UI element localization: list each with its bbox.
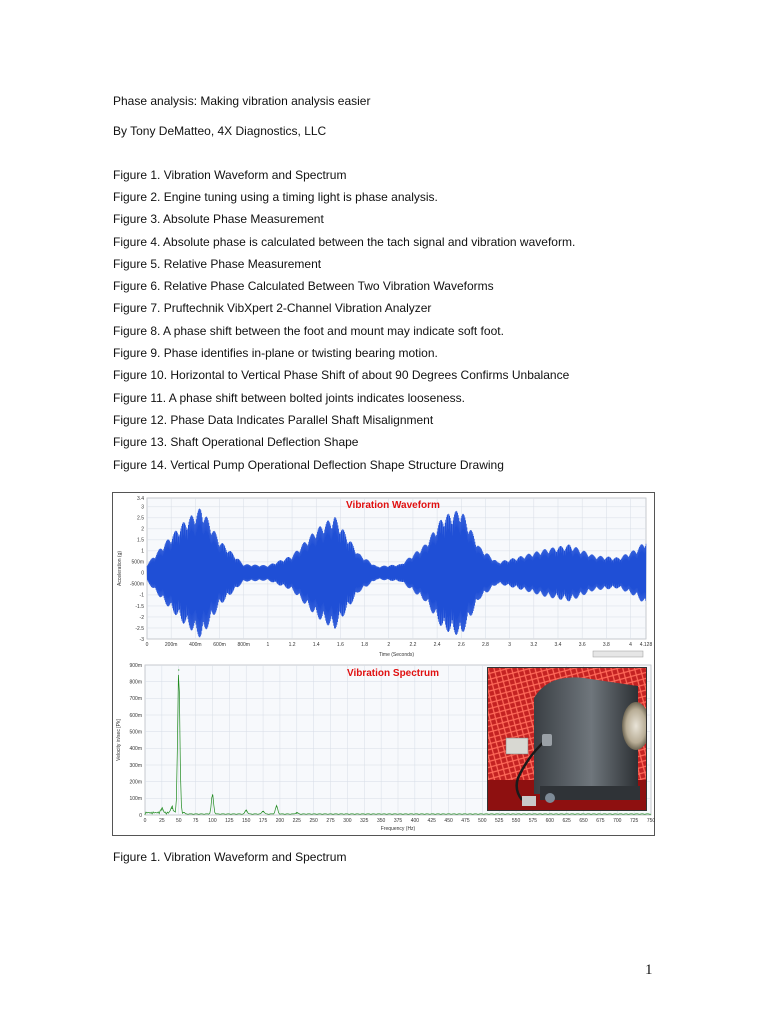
figure-list-item: Figure 5. Relative Phase Measurement (113, 257, 322, 271)
waveform-y-tick-label: -3 (139, 636, 144, 643)
spectrum-x-tick-label: 700 (613, 818, 622, 824)
spectrum-title: Vibration Spectrum (346, 668, 440, 679)
waveform-x-tick-label: 4 (629, 642, 632, 648)
waveform-y-tick-label: -2.5 (135, 625, 144, 632)
waveform-y-tick-label: 3.4 (137, 495, 144, 502)
spectrum-x-tick-label: 525 (495, 818, 504, 824)
waveform-x-tick-label: 1.4 (312, 642, 320, 648)
spectrum-x-tick-label: 725 (629, 818, 639, 824)
waveform-x-tick-label: 1.6 (336, 642, 344, 648)
waveform-x-tick-label: 200m (164, 642, 178, 648)
spectrum-x-tick-label: 200 (275, 818, 285, 824)
spectrum-peak (161, 809, 162, 810)
waveform-title: Vibration Waveform (346, 500, 440, 511)
spectrum-x-tick-label: 750 (646, 818, 656, 824)
waveform-x-tick-label: 3.8 (602, 642, 610, 648)
waveform-y-tick-label: 500m (131, 559, 144, 566)
waveform-y-tick-label: -1.5 (135, 603, 144, 610)
spectrum-x-tick-label: 650 (579, 818, 588, 824)
spectrum-y-tick-label: 800m (129, 679, 142, 686)
figure-list-item: Figure 8. A phase shift between the foot and mount may indicate soft foot. (113, 324, 504, 338)
bearing-housing-image (488, 668, 647, 811)
spectrum-peak (276, 806, 277, 807)
spectrum-x-axis-label: Frequency (Hz) (380, 826, 416, 832)
waveform-x-tick-label: 4.128 (639, 642, 653, 648)
spectrum-peak (246, 810, 247, 811)
document-title: Phase analysis: Making vibration analysis easier (113, 94, 371, 108)
figure-list-item: Figure 2. Engine tuning using a timing light is phase analysis. (113, 190, 438, 204)
spectrum-y-axis-label: Velocity in/sec [Pk] (116, 719, 122, 761)
waveform-x-tick-label: 600m (213, 642, 226, 648)
spectrum-x-tick-label: 0 (143, 818, 147, 824)
spectrum-y-tick-label: 0 (139, 812, 142, 819)
spectrum-x-tick-label: 100 (208, 818, 217, 824)
spectrum-x-tick-label: 250 (309, 818, 318, 824)
spectrum-y-tick-label: 100m (129, 796, 142, 803)
spectrum-x-tick-label: 325 (360, 818, 369, 824)
spectrum-peak (178, 669, 179, 670)
spectrum-y-tick-label: 500m (129, 729, 142, 736)
figure-caption: Figure 1. Vibration Waveform and Spectrum (113, 850, 347, 864)
spectrum-x-tick-label: 350 (376, 818, 386, 824)
waveform-y-tick-label: 0 (141, 570, 144, 577)
spectrum-x-tick-label: 475 (461, 818, 470, 824)
spectrum-peak (212, 794, 213, 795)
figure-list-item: Figure 3. Absolute Phase Measurement (113, 212, 324, 226)
spectrum-x-tick-label: 575 (528, 818, 538, 824)
spectrum-y-tick-label: 900m (129, 662, 142, 669)
figure-list-item: Figure 1. Vibration Waveform and Spectrum (113, 168, 347, 182)
waveform-x-tick-label: 1.8 (361, 642, 369, 648)
waveform-y-tick-label: -1 (139, 592, 144, 599)
spectrum-x-tick-label: 600 (545, 818, 554, 824)
spectrum-x-tick-label: 375 (393, 818, 403, 824)
waveform-x-tick-label: 400m (189, 642, 202, 648)
figure-list-item: Figure 7. Pruftechnik VibXpert 2-Channel Vibration Analyzer (113, 301, 432, 315)
waveform-x-tick-label: 2.8 (481, 642, 489, 648)
figure-list-item: Figure 4. Absolute phase is calculated between the tach signal and vibration waveform. (113, 235, 576, 249)
waveform-x-tick-label: 2 (387, 642, 391, 648)
spectrum-x-tick-label: 50 (175, 818, 182, 824)
spectrum-peak (171, 808, 172, 809)
page-number: 1 (645, 962, 653, 978)
spectrum-x-tick-label: 400 (410, 818, 420, 824)
waveform-y-tick-label: 2 (141, 526, 144, 533)
waveform-x-axis-label: Time (Seconds) (378, 652, 415, 658)
waveform-y-tick-label: 2.5 (137, 515, 144, 522)
waveform-y-axis-label: Acceleration (g) (117, 550, 123, 587)
spectrum-x-tick-label: 275 (326, 818, 335, 824)
spectrum-x-tick-label: 150 (242, 818, 251, 824)
waveform-x-tick-label: 3.6 (578, 642, 586, 648)
spectrum-y-tick-label: 200m (129, 779, 142, 786)
spectrum-x-tick-label: 225 (292, 818, 301, 824)
author-byline: By Tony DeMatteo, 4X Diagnostics, LLC (113, 124, 327, 138)
figure-list-item: Figure 14. Vertical Pump Operational Deflection Shape Structure Drawing (113, 458, 504, 472)
figure-list-item: Figure 11. A phase shift between bolted joints indicates looseness. (113, 391, 466, 405)
waveform-x-tick-label: 3.2 (530, 642, 538, 648)
spectrum-peak (262, 811, 263, 812)
waveform-y-tick-label: 1.5 (137, 537, 144, 544)
spectrum-y-tick-label: 700m (129, 696, 142, 703)
spectrum-x-tick-label: 550 (511, 818, 521, 824)
waveform-x-tick-label: 2.2 (409, 642, 417, 648)
waveform-x-tick-label: 2.4 (433, 642, 441, 648)
waveform-x-tick-label: 2.6 (457, 642, 465, 648)
waveform-chart (113, 493, 656, 661)
waveform-x-tick-label: 800m (237, 642, 250, 648)
figure-list-item: Figure 10. Horizontal to Vertical Phase Shift of about 90 Degrees Confirms Unbalance (113, 368, 570, 382)
waveform-scrollbar (593, 651, 643, 657)
figure-list-item: Figure 6. Relative Phase Calculated Between Two Vibration Waveforms (113, 279, 494, 293)
spectrum-x-tick-label: 500 (478, 818, 487, 824)
waveform-y-tick-label: 1 (141, 548, 144, 555)
waveform-x-tick-label: 3 (508, 642, 512, 648)
bearing-housing-photo (487, 667, 647, 811)
waveform-x-tick-label: 1 (266, 642, 270, 648)
waveform-y-tick-label: -500m (129, 581, 144, 588)
figure-list-item: Figure 12. Phase Data Indicates Parallel Shaft Misalignment (113, 413, 434, 427)
spectrum-peak (296, 813, 297, 814)
spectrum-x-tick-label: 300 (343, 818, 352, 824)
spectrum-x-tick-label: 175 (258, 818, 268, 824)
waveform-x-tick-label: 1.2 (288, 642, 296, 648)
waveform-x-tick-label: 3.4 (554, 642, 562, 648)
spectrum-x-tick-label: 125 (225, 818, 234, 824)
spectrum-x-tick-label: 625 (562, 818, 571, 824)
figure-1-panel (112, 492, 655, 836)
spectrum-y-tick-label: 400m (129, 746, 142, 753)
spectrum-x-tick-label: 675 (596, 818, 605, 824)
waveform-x-tick-label: 0 (145, 642, 149, 648)
figure-list-item: Figure 9. Phase identifies in-plane or twisting bearing motion. (113, 346, 438, 360)
spectrum-x-tick-label: 25 (159, 818, 165, 824)
spectrum-x-tick-label: 450 (444, 818, 453, 824)
figure-list-item: Figure 13. Shaft Operational Deflection Shape (113, 435, 359, 449)
spectrum-y-tick-label: 300m (129, 762, 142, 769)
spectrum-x-tick-label: 425 (427, 818, 436, 824)
spectrum-y-tick-label: 600m (129, 712, 142, 719)
spectrum-x-tick-label: 75 (192, 818, 199, 824)
waveform-y-tick-label: -2 (139, 614, 144, 621)
waveform-y-tick-label: 3 (141, 504, 144, 511)
